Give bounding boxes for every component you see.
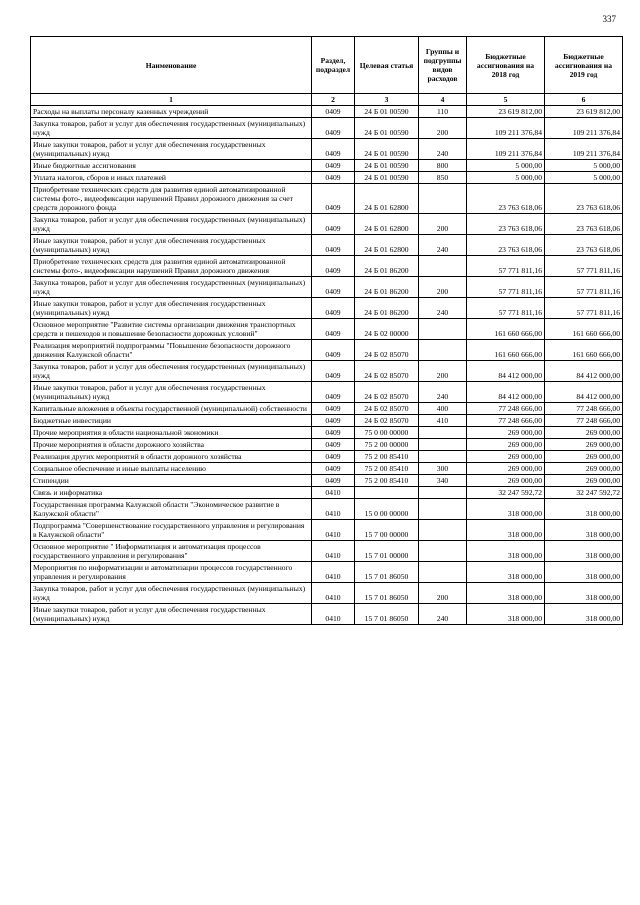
row-name: Реализация других мероприятий в области дорожного хозяйства	[31, 451, 312, 463]
row-name: Закупка товаров, работ и услуг для обеспечения государственных (муниципальных) нужд	[31, 214, 312, 235]
row-group	[419, 520, 467, 541]
row-amount-2019: 318 000,00	[545, 604, 623, 625]
row-amount-2018: 77 248 666,00	[467, 403, 545, 415]
row-target: 15 7 01 86050	[355, 562, 419, 583]
row-section: 0409	[312, 118, 355, 139]
row-group	[419, 541, 467, 562]
row-group	[419, 499, 467, 520]
row-amount-2019: 23 763 618,06	[545, 214, 623, 235]
row-amount-2019: 269 000,00	[545, 475, 623, 487]
row-section: 0409	[312, 184, 355, 214]
row-section: 0409	[312, 298, 355, 319]
row-amount-2018: 318 000,00	[467, 541, 545, 562]
table-header-row	[31, 37, 623, 94]
row-section: 0410	[312, 604, 355, 625]
row-amount-2019: 23 763 618,06	[545, 235, 623, 256]
row-name: Уплата налогов, сборов и иных платежей	[31, 172, 312, 184]
row-amount-2018: 5 000,00	[467, 172, 545, 184]
row-group: 110	[419, 106, 467, 118]
row-amount-2019: 109 211 376,84	[545, 118, 623, 139]
row-amount-2018: 84 412 000,00	[467, 361, 545, 382]
table-row	[31, 487, 623, 499]
row-amount-2019: 109 211 376,84	[545, 139, 623, 160]
table-row	[31, 277, 623, 298]
row-section: 0410	[312, 520, 355, 541]
row-target: 24 Б 02 00000	[355, 319, 419, 340]
row-target: 24 Б 01 00590	[355, 139, 419, 160]
row-section: 0409	[312, 463, 355, 475]
row-target: 24 Б 01 00590	[355, 160, 419, 172]
row-target: 24 Б 01 00590	[355, 118, 419, 139]
row-group: 200	[419, 118, 467, 139]
row-amount-2019: 269 000,00	[545, 427, 623, 439]
row-section: 0409	[312, 106, 355, 118]
row-amount-2019: 77 248 666,00	[545, 403, 623, 415]
row-target: 24 Б 01 86200	[355, 298, 419, 319]
row-group	[419, 451, 467, 463]
row-amount-2019: 5 000,00	[545, 172, 623, 184]
row-section: 0409	[312, 451, 355, 463]
row-target: 24 Б 01 86200	[355, 277, 419, 298]
row-target: 15 7 01 00000	[355, 541, 419, 562]
col-number: 3	[355, 94, 419, 106]
header-2018: Бюджетные ассигнования на 2018 год	[467, 37, 545, 94]
row-target: 24 Б 01 62800	[355, 214, 419, 235]
row-group: 240	[419, 604, 467, 625]
row-amount-2019: 77 248 666,00	[545, 415, 623, 427]
row-name: Бюджетные инвестиции	[31, 415, 312, 427]
header-2019: Бюджетные ассигнования на 2019 год	[545, 37, 623, 94]
col-number: 1	[31, 94, 312, 106]
row-name: Основное мероприятие " Информатизация и автоматизация процессов государственного управления и регулирования"	[31, 541, 312, 562]
row-amount-2019: 161 660 666,00	[545, 319, 623, 340]
row-amount-2019: 318 000,00	[545, 562, 623, 583]
table-row	[31, 160, 623, 172]
row-group: 300	[419, 463, 467, 475]
row-name: Закупка товаров, работ и услуг для обеспечения государственных (муниципальных) нужд	[31, 361, 312, 382]
row-target: 15 7 01 86050	[355, 604, 419, 625]
row-target: 24 Б 01 86200	[355, 256, 419, 277]
table-row	[31, 256, 623, 277]
row-amount-2018: 109 211 376,84	[467, 118, 545, 139]
row-group: 850	[419, 172, 467, 184]
row-group	[419, 319, 467, 340]
budget-table	[30, 36, 623, 625]
row-amount-2019: 269 000,00	[545, 439, 623, 451]
row-amount-2018: 77 248 666,00	[467, 415, 545, 427]
table-row	[31, 403, 623, 415]
row-target: 24 Б 02 85070	[355, 403, 419, 415]
row-name: Закупка товаров, работ и услуг для обеспечения государственных (муниципальных) нужд	[31, 118, 312, 139]
row-group: 240	[419, 139, 467, 160]
row-amount-2018: 23 763 618,06	[467, 214, 545, 235]
row-section: 0409	[312, 319, 355, 340]
row-target: 75 2 00 85410	[355, 463, 419, 475]
row-target: 24 Б 02 85070	[355, 415, 419, 427]
row-target: 15 7 01 86050	[355, 583, 419, 604]
header-section: Раздел, подраздел	[312, 37, 355, 94]
row-name: Подпрограмма "Совершенствование государственного управления и регулирования в Калужской области"	[31, 520, 312, 541]
row-group	[419, 562, 467, 583]
row-target: 24 Б 01 00590	[355, 106, 419, 118]
row-amount-2019: 23 619 812,00	[545, 106, 623, 118]
row-amount-2018: 318 000,00	[467, 499, 545, 520]
row-name: Приобретение технических средств для развития единой автоматизированной системы фото-, видеофиксации нарушений Правил дорожного движения	[31, 256, 312, 277]
table-row	[31, 604, 623, 625]
row-section: 0409	[312, 172, 355, 184]
row-section: 0409	[312, 475, 355, 487]
row-amount-2019: 5 000,00	[545, 160, 623, 172]
table-row	[31, 541, 623, 562]
row-amount-2019: 84 412 000,00	[545, 382, 623, 403]
table-row	[31, 463, 623, 475]
col-number: 4	[419, 94, 467, 106]
row-amount-2019: 318 000,00	[545, 541, 623, 562]
row-section: 0409	[312, 340, 355, 361]
row-amount-2018: 5 000,00	[467, 160, 545, 172]
row-group: 240	[419, 298, 467, 319]
table-row	[31, 415, 623, 427]
col-number: 2	[312, 94, 355, 106]
row-amount-2018: 269 000,00	[467, 439, 545, 451]
row-group: 240	[419, 382, 467, 403]
table-row	[31, 214, 623, 235]
row-amount-2019: 318 000,00	[545, 583, 623, 604]
table-row	[31, 172, 623, 184]
row-amount-2019: 84 412 000,00	[545, 361, 623, 382]
row-amount-2019: 57 771 811,16	[545, 256, 623, 277]
row-name: Прочие мероприятия в области дорожного хозяйства	[31, 439, 312, 451]
table-row	[31, 475, 623, 487]
row-target: 15 7 00 00000	[355, 520, 419, 541]
row-amount-2018: 318 000,00	[467, 562, 545, 583]
table-row	[31, 439, 623, 451]
row-target: 24 Б 01 62800	[355, 184, 419, 214]
table-row	[31, 427, 623, 439]
row-amount-2018: 109 211 376,84	[467, 139, 545, 160]
row-name: Закупка товаров, работ и услуг для обеспечения государственных (муниципальных) нужд	[31, 583, 312, 604]
row-target: 75 2 00 85410	[355, 475, 419, 487]
row-section: 0410	[312, 541, 355, 562]
row-amount-2018: 161 660 666,00	[467, 340, 545, 361]
row-amount-2018: 23 619 812,00	[467, 106, 545, 118]
row-name: Расходы на выплаты персоналу казенных учреждений	[31, 106, 312, 118]
row-section: 0410	[312, 499, 355, 520]
row-amount-2018: 32 247 592,72	[467, 487, 545, 499]
column-number-row	[31, 94, 623, 106]
row-group	[419, 439, 467, 451]
row-amount-2019: 269 000,00	[545, 451, 623, 463]
row-amount-2018: 269 000,00	[467, 475, 545, 487]
row-target: 75 2 00 85410	[355, 451, 419, 463]
row-name: Закупка товаров, работ и услуг для обеспечения государственных (муниципальных) нужд	[31, 277, 312, 298]
table-row	[31, 451, 623, 463]
row-group: 240	[419, 235, 467, 256]
row-amount-2019: 269 000,00	[545, 463, 623, 475]
row-target: 24 Б 01 62800	[355, 235, 419, 256]
row-target: 75 2 00 00000	[355, 439, 419, 451]
row-group: 200	[419, 583, 467, 604]
row-amount-2019: 32 247 592,72	[545, 487, 623, 499]
header-groups: Группы и подгруппы видов расходов	[419, 37, 467, 94]
row-amount-2019: 23 763 618,06	[545, 184, 623, 214]
row-group	[419, 340, 467, 361]
table-row	[31, 106, 623, 118]
row-amount-2018: 269 000,00	[467, 463, 545, 475]
row-amount-2018: 23 763 618,06	[467, 235, 545, 256]
row-section: 0409	[312, 361, 355, 382]
row-section: 0409	[312, 439, 355, 451]
table-row	[31, 520, 623, 541]
table-row	[31, 298, 623, 319]
row-amount-2019: 57 771 811,16	[545, 277, 623, 298]
row-target	[355, 487, 419, 499]
row-section: 0409	[312, 427, 355, 439]
row-name: Капитальные вложения в объекты государственной (муниципальной) собственности	[31, 403, 312, 415]
row-group: 800	[419, 160, 467, 172]
row-name: Приобретение технических средств для развития единой автоматизированной системы фото-, видеофиксации нарушений Правил дорожного движения за счет средств дорожного фонда	[31, 184, 312, 214]
row-name: Государственная программа Калужской области "Экономическое развитие в Калужской области"	[31, 499, 312, 520]
table-row	[31, 139, 623, 160]
table-row	[31, 184, 623, 214]
row-name: Прочие мероприятия в области национальной экономики	[31, 427, 312, 439]
row-name: Иные закупки товаров, работ и услуг для обеспечения государственных (муниципальных) нужд	[31, 235, 312, 256]
row-group: 410	[419, 415, 467, 427]
row-name: Связь и информатика	[31, 487, 312, 499]
table-row	[31, 562, 623, 583]
page-number: 337	[602, 14, 616, 24]
row-group	[419, 184, 467, 214]
row-name: Иные закупки товаров, работ и услуг для обеспечения государственных (муниципальных) нужд	[31, 139, 312, 160]
row-amount-2019: 318 000,00	[545, 499, 623, 520]
row-name: Мероприятия по информатизации и автоматизации процессов государственного управления и регулирования	[31, 562, 312, 583]
row-amount-2018: 269 000,00	[467, 451, 545, 463]
row-amount-2018: 57 771 811,16	[467, 277, 545, 298]
row-name: Социальное обеспечение и иные выплаты населению	[31, 463, 312, 475]
row-name: Основное мероприятие "Развитие системы организации движения транспортных средств и пешеходов и повышение безопасности дорожных условий"	[31, 319, 312, 340]
row-section: 0409	[312, 382, 355, 403]
row-amount-2018: 318 000,00	[467, 520, 545, 541]
row-group: 200	[419, 361, 467, 382]
row-group	[419, 256, 467, 277]
row-name: Иные бюджетные ассигнования	[31, 160, 312, 172]
row-group: 200	[419, 277, 467, 298]
col-number: 5	[467, 94, 545, 106]
row-group: 200	[419, 214, 467, 235]
row-section: 0410	[312, 487, 355, 499]
row-amount-2018: 57 771 811,16	[467, 256, 545, 277]
row-amount-2019: 57 771 811,16	[545, 298, 623, 319]
row-target: 24 Б 01 00590	[355, 172, 419, 184]
row-amount-2018: 84 412 000,00	[467, 382, 545, 403]
row-target: 24 Б 02 85070	[355, 340, 419, 361]
row-group: 340	[419, 475, 467, 487]
row-target: 24 Б 02 85070	[355, 361, 419, 382]
table-row	[31, 499, 623, 520]
table-row	[31, 583, 623, 604]
header-name: Наименование	[31, 37, 312, 94]
table-row	[31, 361, 623, 382]
table-row	[31, 382, 623, 403]
header-target: Целевая статья	[355, 37, 419, 94]
row-amount-2018: 269 000,00	[467, 427, 545, 439]
row-section: 0410	[312, 583, 355, 604]
table-row	[31, 235, 623, 256]
row-target: 24 Б 02 85070	[355, 382, 419, 403]
row-group	[419, 427, 467, 439]
row-group: 400	[419, 403, 467, 415]
col-number: 6	[545, 94, 623, 106]
row-section: 0410	[312, 562, 355, 583]
row-name: Иные закупки товаров, работ и услуг для обеспечения государственных (муниципальных) нужд	[31, 604, 312, 625]
row-name: Иные закупки товаров, работ и услуг для обеспечения государственных (муниципальных) нужд	[31, 382, 312, 403]
row-section: 0409	[312, 139, 355, 160]
table-row	[31, 118, 623, 139]
row-amount-2018: 318 000,00	[467, 604, 545, 625]
row-section: 0409	[312, 160, 355, 172]
row-amount-2019: 318 000,00	[545, 520, 623, 541]
row-amount-2018: 161 660 666,00	[467, 319, 545, 340]
row-amount-2018: 57 771 811,16	[467, 298, 545, 319]
row-name: Стипендии	[31, 475, 312, 487]
row-name: Иные закупки товаров, работ и услуг для обеспечения государственных (муниципальных) нужд	[31, 298, 312, 319]
row-target: 15 0 00 00000	[355, 499, 419, 520]
row-group	[419, 487, 467, 499]
row-amount-2018: 23 763 618,06	[467, 184, 545, 214]
table-row	[31, 319, 623, 340]
row-amount-2019: 161 660 666,00	[545, 340, 623, 361]
row-target: 75 0 00 00000	[355, 427, 419, 439]
table-row	[31, 340, 623, 361]
row-section: 0409	[312, 277, 355, 298]
row-amount-2018: 318 000,00	[467, 583, 545, 604]
row-name: Реализация мероприятий подпрограммы "Повышение безопасности дорожного движения Калужской области"	[31, 340, 312, 361]
row-section: 0409	[312, 256, 355, 277]
row-section: 0409	[312, 403, 355, 415]
row-section: 0409	[312, 235, 355, 256]
row-section: 0409	[312, 415, 355, 427]
row-section: 0409	[312, 214, 355, 235]
